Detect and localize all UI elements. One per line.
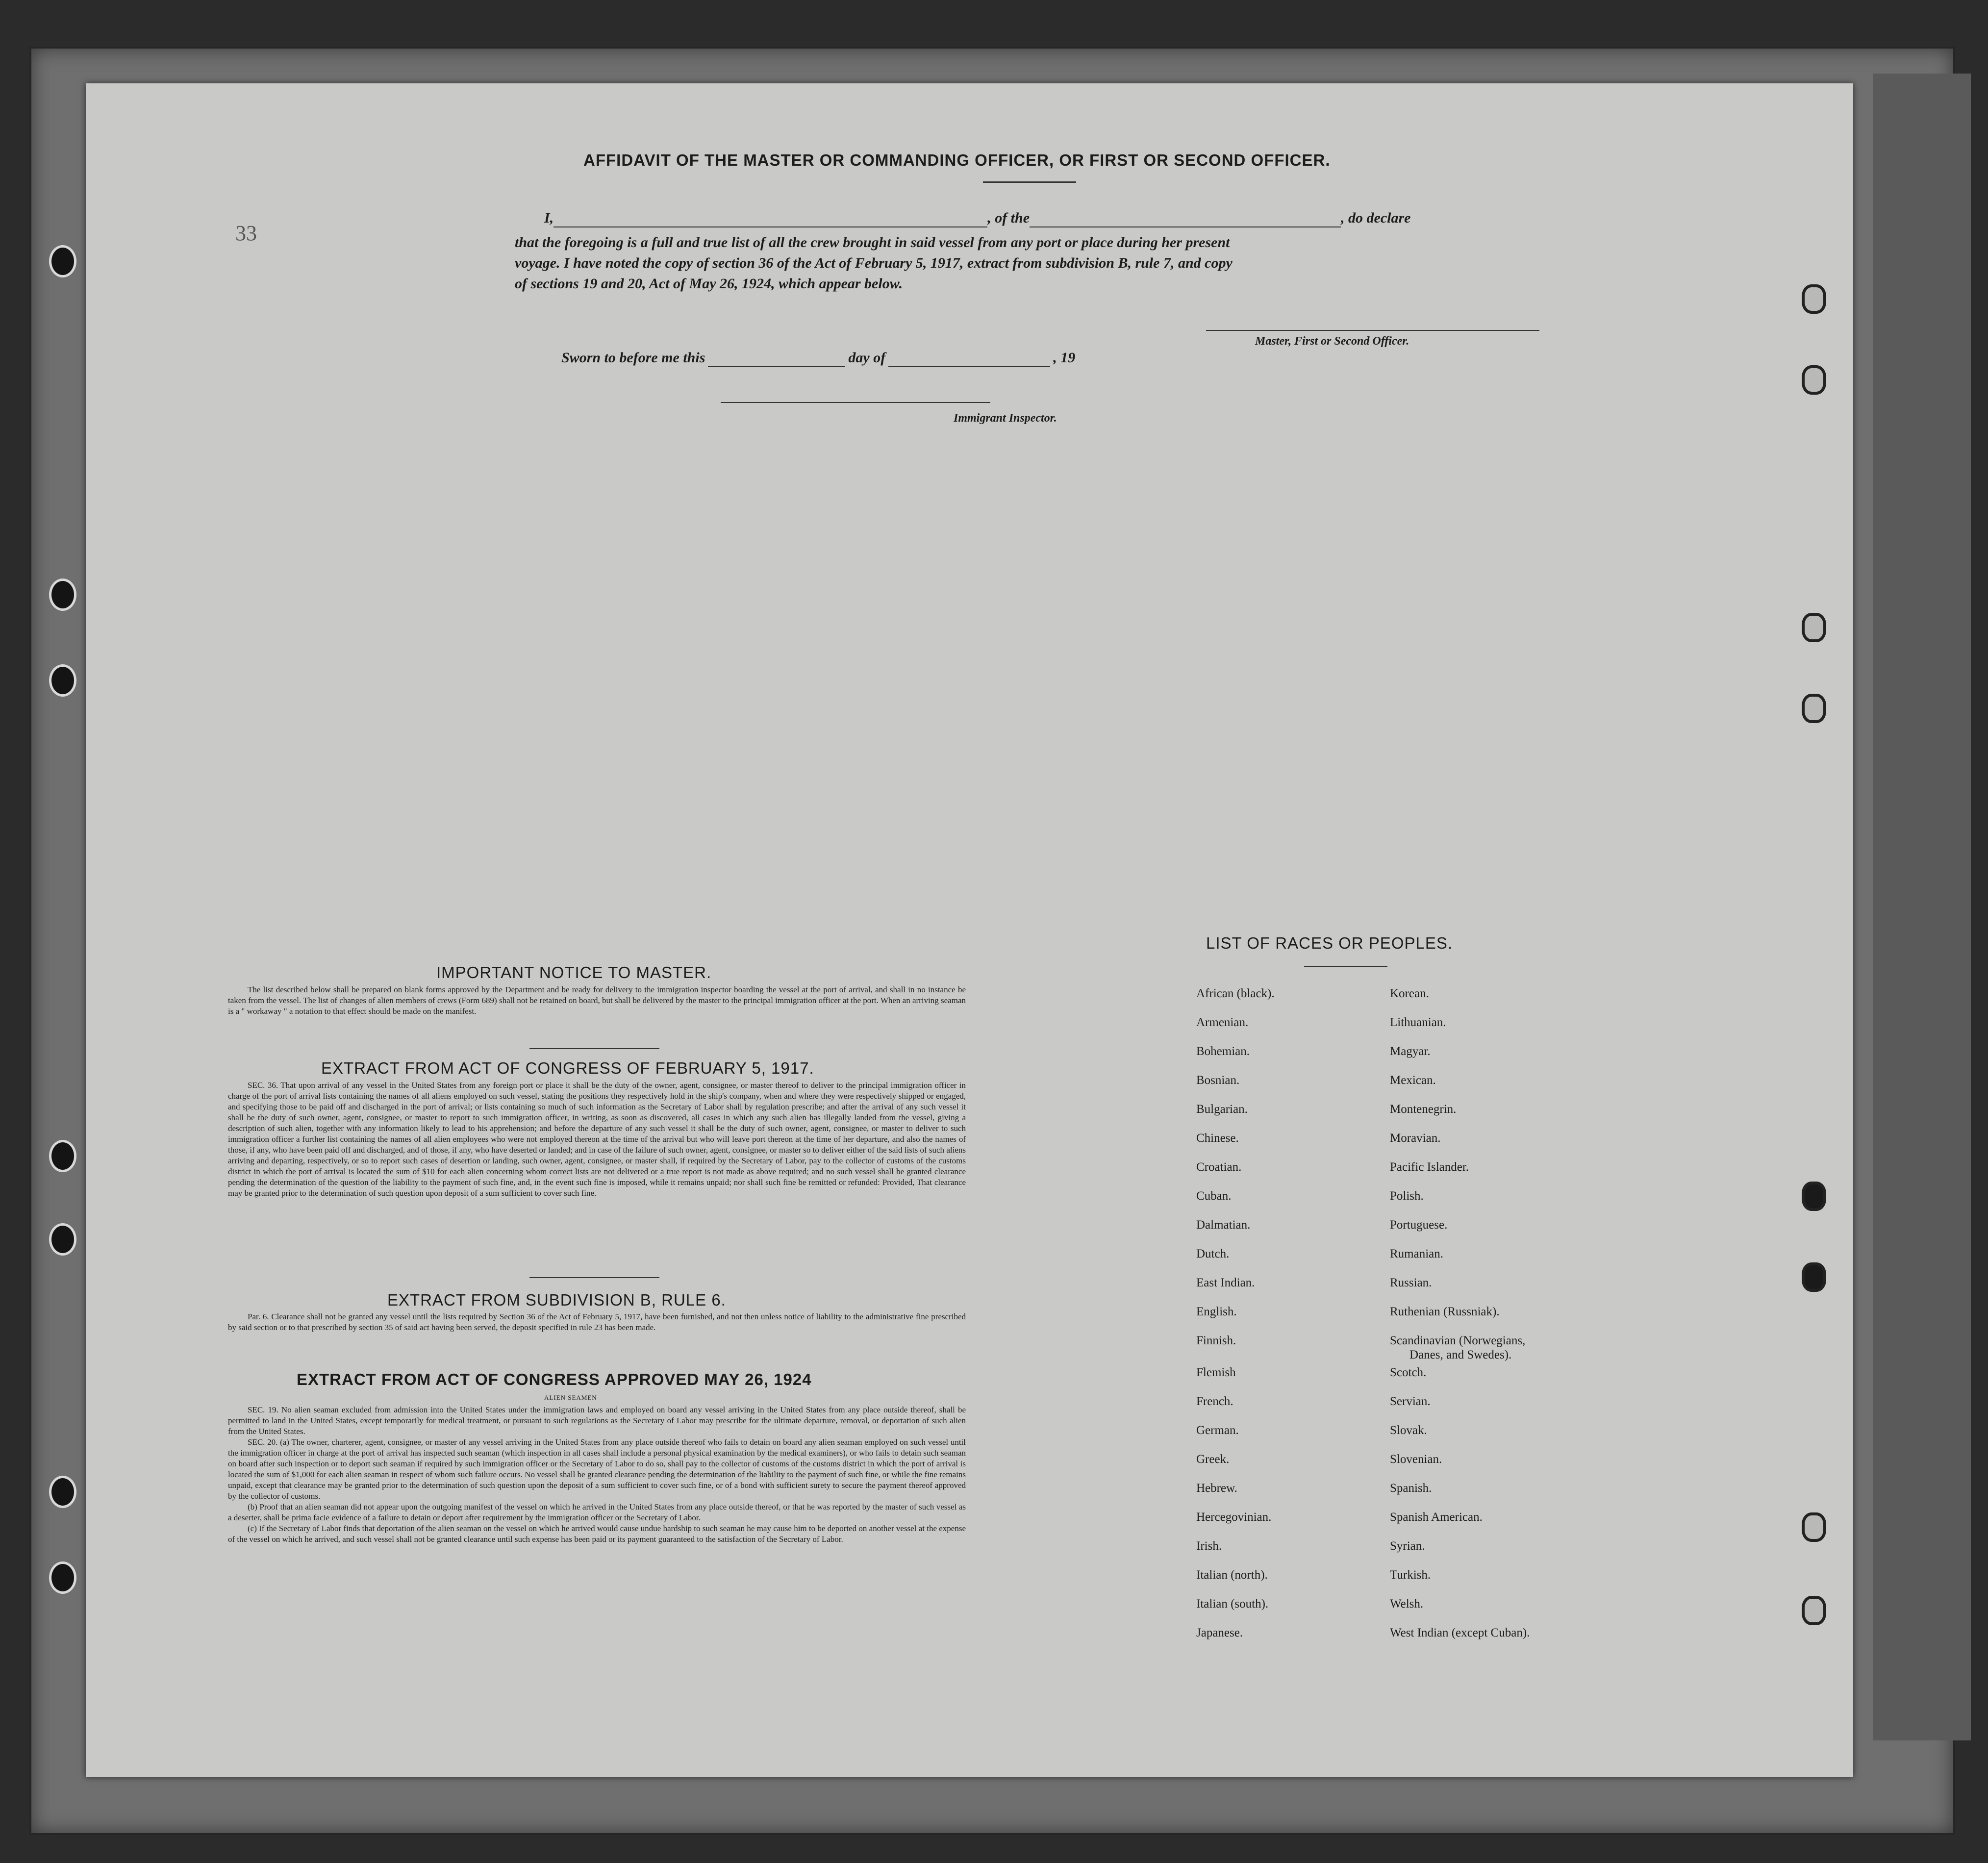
race-item: Hebrew. — [1196, 1482, 1237, 1495]
sworn-month-blank[interactable] — [888, 350, 1050, 367]
sworn-year: , 19 — [1053, 350, 1076, 366]
race-item: Chinese. — [1196, 1132, 1239, 1145]
race-item: Dalmatian. — [1196, 1218, 1251, 1232]
race-item: Slovak. — [1390, 1424, 1427, 1437]
race-item: Servian. — [1390, 1395, 1431, 1408]
race-item: Danes, and Swedes). — [1409, 1348, 1512, 1361]
punch-hole-right — [1802, 1262, 1826, 1292]
name-blank[interactable] — [554, 210, 987, 227]
sec-20c-text: (c) If the Secretary of Labor finds that deportation of the alien seaman on the vessel on which he arrived would cause undue hardship to such seaman he may cause him to be deported on another vessel at the expense of the vessel on which he arrived, and such vessel shall not be granted clearance until such expense has been paid or its payment guaranteed to the satisfaction of the Secretary of Labor. — [228, 1524, 966, 1544]
race-item: African (black). — [1196, 987, 1275, 1000]
race-item: Flemish — [1196, 1366, 1236, 1379]
race-item: Lithuanian. — [1390, 1016, 1446, 1029]
notice-title: IMPORTANT NOTICE TO MASTER. — [436, 963, 712, 982]
race-item: Korean. — [1390, 987, 1429, 1000]
declare-end: , do declare — [1341, 210, 1411, 226]
race-item: Bohemian. — [1196, 1045, 1250, 1058]
punch-hole-left — [49, 664, 76, 697]
race-item: Montenegrin. — [1390, 1103, 1457, 1116]
affidavit-title: AFFIDAVIT OF THE MASTER OR COMMANDING OFFICER, OR FIRST OR SECOND OFFICER. — [583, 151, 1331, 169]
sworn-day-of: day of — [848, 350, 886, 366]
race-item: Rumanian. — [1390, 1247, 1444, 1260]
declare-line-3: voyage. I have noted the copy of section 36 of the Act of February 5, 1917, extract from subdivision B, rule 7, and copy — [515, 255, 1233, 271]
race-item: Scotch. — [1390, 1366, 1427, 1379]
inspector-signature-line[interactable] — [721, 402, 990, 403]
race-item: East Indian. — [1196, 1276, 1255, 1289]
race-item: Spanish American. — [1390, 1511, 1483, 1524]
race-item: Greek. — [1196, 1453, 1230, 1466]
margin-number: 33 — [235, 221, 257, 245]
master-signature-label: Master, First or Second Officer. — [1255, 335, 1409, 348]
punch-hole-right — [1802, 1512, 1826, 1542]
title-rule — [983, 181, 1076, 183]
race-item: Scandinavian (Norwegians, — [1390, 1334, 1526, 1347]
races-title: LIST OF RACES OR PEOPLES. — [1206, 934, 1453, 952]
notice-text: The list described below shall be prepared on blank forms approved by the Department and be ready for delivery to the immigration inspector boarding the vessel at the port of arrival, and shall in no instance be taken from the vessel. The list of changes of alien members of crews (Form 689) shall not be retained on board, but shall be delivered by the master to the principal immigration officer at the port. When an arriving seaman is a " workaway " a notation to that effect should be made on the manifest. — [228, 985, 966, 1016]
sec-19-text: SEC. 19. No alien seaman excluded from admission into the United States under the immigration laws and employed on board any vessel arriving in the United States from any place outside thereof, shall be permitted to land in the United States, except temporarily for medical treatment, or pursuant to such regulations as the Secretary of Labor may prescribe for the ultimate departure, removal, or deportation of such alien from the United States. — [228, 1405, 966, 1436]
punch-hole-left — [49, 1476, 76, 1508]
race-item: West Indian (except Cuban). — [1390, 1626, 1530, 1639]
inspector-label: Immigrant Inspector. — [954, 412, 1057, 425]
declare-line-4: of sections 19 and 20, Act of May 26, 1924, which appear below. — [515, 276, 903, 292]
race-item: Hercegovinian. — [1196, 1511, 1272, 1524]
master-signature-line[interactable] — [1206, 330, 1539, 331]
punch-hole-right — [1802, 1596, 1826, 1625]
race-item: English. — [1196, 1305, 1237, 1318]
race-item: Syrian. — [1390, 1539, 1425, 1553]
race-item: German. — [1196, 1424, 1239, 1437]
extract-1917-title: EXTRACT FROM ACT OF CONGRESS OF FEBRUARY 5, 1917. — [321, 1059, 814, 1077]
race-item: Cuban. — [1196, 1189, 1232, 1203]
sec-20b-text: (b) Proof that an alien seaman did not appear upon the outgoing manifest of the vessel on which he arrived in the United States from any place outside thereof, or that he was reported by the master of such vessel as a deserter, shall be prima facie evidence of a failure to detain or deport after requirement by the immigration officer or the Secretary of Labor. — [228, 1502, 966, 1522]
sworn-text: Sworn to before me this — [561, 350, 705, 366]
race-item: Bosnian. — [1196, 1074, 1240, 1087]
extract-1924-subtitle: ALIEN SEAMEN — [544, 1394, 597, 1401]
race-item: Irish. — [1196, 1539, 1222, 1553]
race-item: Slovenian. — [1390, 1453, 1442, 1466]
race-item: Turkish. — [1390, 1568, 1431, 1582]
race-item: French. — [1196, 1395, 1233, 1408]
extract-1917-text: SEC. 36. That upon arrival of any vessel in the United States from any foreign port or place it shall be the duty of the owner, agent, consignee, or master thereof to deliver to the principal immigration officer in charge of the port of arrival lists containing the names of all aliens employed on such vessel, stating the positions they respectively hold in the ship's company, when and where they were respectively shipped or engaged, and specifying those to be paid off and discharged in the port of arrival; or lists containing so much of such information as the Secretary of Labor shall by regulation prescribe; and after the arrival of any such vessel it shall be the duty of such owner, agent, consignee, or master to report to such immigration officer, in writing, as soon as discovered, all cases in which any such alien has illegally landed from the vessel, giving a description of such alien, together with any information likely to lead to his apprehension; and before the departure of any such vessel it shall be the duty of such owner, agent, consignee, or master to deliver to such immigration officer a further list containing the names of all alien employees who were not employed thereon at the time of the arrival but who will leave port thereon at the time of her departure, and also the names of those, if any, who have been paid off and discharged, and of those, if any, who have deserted or landed; and in case of the failure of such owner, agent, consignee, or master so to deliver either of the said lists of such aliens arriving and departing, respectively, or so to report such cases of desertion or landing, such owner, agent, consignee, or master shall, if required by the Secretary of Labor, pay to the collector of customs of the customs district in which the port of arrival is located the sum of $10 for each alien concerning whom correct lists are not delivered or a true report is not made as above required; and no such vessel shall be granted clearance pending the determination of the question of the liability to the payment of such fine, and, in the event such fine is imposed, while it remains unpaid; nor shall such fine be remitted or refunded: Provided, That clearance may be granted prior to the determination of such question upon deposit of a sum sufficient to cover such fine. — [228, 1081, 966, 1198]
races-rule — [1304, 966, 1387, 967]
punch-hole-left — [49, 1561, 76, 1594]
document-page — [86, 83, 1853, 1777]
extract-1924-title: EXTRACT FROM ACT OF CONGRESS APPROVED MAY 26, 1924 — [297, 1370, 812, 1388]
race-item: Spanish. — [1390, 1482, 1432, 1495]
race-item: Bulgarian. — [1196, 1103, 1248, 1116]
punch-hole-right — [1802, 613, 1826, 642]
race-item: Armenian. — [1196, 1016, 1249, 1029]
race-item: Italian (south). — [1196, 1597, 1269, 1611]
declare-line — [544, 210, 1574, 227]
declare-of-the: , of the — [987, 210, 1030, 226]
declare-i: I, — [544, 210, 554, 226]
sworn-line — [561, 350, 1075, 367]
punch-hole-right — [1802, 284, 1826, 314]
race-item: Finnish. — [1196, 1334, 1236, 1347]
punch-hole-left — [49, 579, 76, 611]
extract-1917-rule — [529, 1277, 659, 1278]
race-item: Polish. — [1390, 1189, 1424, 1203]
race-item: Mexican. — [1390, 1074, 1436, 1087]
punch-hole-left — [49, 1140, 76, 1172]
punch-hole-left — [49, 245, 76, 277]
notice-rule — [529, 1048, 659, 1049]
race-item: Russian. — [1390, 1276, 1432, 1289]
race-item: Moravian. — [1390, 1132, 1441, 1145]
race-item: Japanese. — [1196, 1626, 1243, 1639]
vessel-blank[interactable] — [1030, 210, 1341, 227]
board-edge — [1873, 74, 1971, 1740]
punch-hole-right — [1802, 1182, 1826, 1211]
extract-1924-text — [228, 1405, 966, 1545]
race-item: Welsh. — [1390, 1597, 1424, 1611]
punch-hole-right — [1802, 694, 1826, 723]
race-item: Magyar. — [1390, 1045, 1431, 1058]
race-item: Portuguese. — [1390, 1218, 1448, 1232]
sworn-day-blank[interactable] — [708, 350, 845, 367]
subdivision-b-text: Par. 6. Clearance shall not be granted any vessel until the lists required by Section 36 of the Act of February 5, 1917, have been furnished, and not then unless notice of liability to the administrative fine prescribed by said section or to that prescribed by section 35 of said act having been served, the deposit specified in rule 23 has been made. — [228, 1312, 966, 1332]
punch-hole-left — [49, 1223, 76, 1256]
race-item: Pacific Islander. — [1390, 1160, 1469, 1174]
race-item: Croatian. — [1196, 1160, 1242, 1174]
punch-hole-right — [1802, 365, 1826, 395]
race-item: Italian (north). — [1196, 1568, 1268, 1582]
sec-20a-text: SEC. 20. (a) The owner, charterer, agent, consignee, or master of any vessel arriving in the United States from any place outside thereof who fails to detain on board any alien seaman employed on such vessel until the immigration officer in charge at the port of arrival has inspected such seaman (which inspection in all cases shall include a personal physical examination by the medical examiners), or who fails to detain such seaman on board after such inspection or to deport such seaman if required by such immigration officer or the Secretary of Labor to do so, shall pay to the collector of customs of the customs district in which the port of arrival is located the sum of $1,000 for each alien seaman in respect of whom such failure occurs. No vessel shall be granted clearance pending the determination of the liability to the payment of such fine, or while the fine remains unpaid, except that clearance may be granted prior to the determination of such question upon the deposit of a sum sufficient to cover such fine, or of a bond with sufficient surety to secure the payment thereof approved by the collector of customs. — [228, 1437, 966, 1501]
declare-line-2: that the foregoing is a full and true list of all the crew brought in said vessel from any port or place during her present — [515, 234, 1230, 251]
race-item: Dutch. — [1196, 1247, 1230, 1260]
subdivision-b-title: EXTRACT FROM SUBDIVISION B, RULE 6. — [387, 1291, 726, 1309]
race-item: Ruthenian (Russniak). — [1390, 1305, 1500, 1318]
